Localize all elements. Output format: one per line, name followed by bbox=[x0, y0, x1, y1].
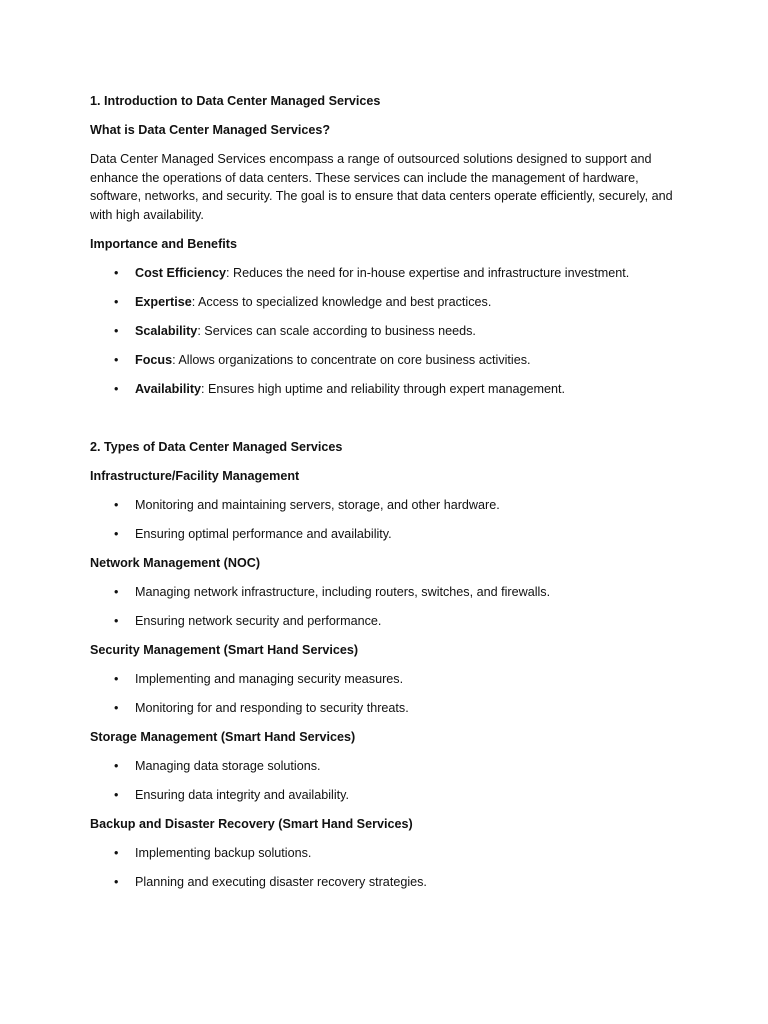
list-item bbox=[90, 757, 690, 776]
group-heading-network: Network Management (NOC) bbox=[90, 555, 261, 570]
security-list bbox=[90, 670, 690, 718]
bullet-icon: • bbox=[114, 584, 119, 599]
network-list bbox=[90, 583, 690, 631]
bullet-icon: • bbox=[114, 787, 119, 802]
benefit-term: Expertise bbox=[135, 294, 192, 309]
bullet-icon: • bbox=[114, 294, 119, 309]
list-item bbox=[90, 351, 690, 370]
list-item bbox=[90, 322, 690, 341]
list-item bbox=[90, 264, 690, 283]
bullet-icon: • bbox=[114, 352, 119, 367]
benefit-description: : Services can scale according to business needs. bbox=[197, 323, 476, 338]
importance-heading: Importance and Benefits bbox=[90, 236, 237, 251]
section-2-title: 2. Types of Data Center Managed Services bbox=[90, 439, 343, 454]
list-item-text: Implementing backup solutions. bbox=[135, 845, 312, 860]
list-item bbox=[90, 844, 690, 863]
benefits-list bbox=[90, 264, 690, 399]
section-1-title: 1. Introduction to Data Center Managed Services bbox=[90, 94, 381, 108]
benefit-term: Scalability bbox=[135, 323, 198, 338]
list-item-text: Implementing and managing security measures. bbox=[135, 671, 404, 686]
benefit-description: : Ensures high uptime and reliability through expert management. bbox=[201, 381, 566, 396]
what-is-paragraph: Data Center Managed Services encompass a range of outsourced solutions designed to support and enhance the operations of data centers. These services can include the management of hardware, software, networks, and security. The goal is to ensure that data centers operate efficiently, securely, and with high availability. bbox=[90, 152, 673, 222]
infrastructure-list bbox=[90, 496, 690, 544]
benefit-description: : Reduces the need for in-house expertise and infrastructure investment. bbox=[225, 265, 630, 280]
section-spacer bbox=[90, 409, 690, 438]
list-item bbox=[90, 496, 690, 515]
backup-list bbox=[90, 844, 690, 892]
list-item-text: Ensuring data integrity and availability. bbox=[135, 787, 349, 802]
group-heading-backup: Backup and Disaster Recovery (Smart Hand Services) bbox=[90, 816, 413, 831]
storage-list bbox=[90, 757, 690, 805]
benefit-description: : Access to specialized knowledge and best practices. bbox=[191, 294, 492, 309]
benefit-term: Cost Efficiency bbox=[135, 265, 226, 280]
list-item bbox=[90, 380, 690, 399]
bullet-icon: • bbox=[114, 265, 119, 280]
benefit-term: Focus bbox=[135, 352, 173, 367]
list-item bbox=[90, 525, 690, 544]
list-item-text: Managing network infrastructure, including routers, switches, and firewalls. bbox=[135, 584, 551, 599]
list-item bbox=[90, 699, 690, 718]
bullet-icon: • bbox=[114, 381, 119, 396]
bullet-icon: • bbox=[114, 845, 119, 860]
bullet-icon: • bbox=[114, 700, 119, 715]
group-heading-infrastructure: Infrastructure/Facility Management bbox=[90, 468, 300, 483]
list-item-text: Planning and executing disaster recovery strategies. bbox=[135, 874, 427, 889]
group-heading-security: Security Management (Smart Hand Services) bbox=[90, 642, 359, 657]
bullet-icon: • bbox=[114, 758, 119, 773]
list-item-text: Ensuring optimal performance and availability. bbox=[135, 526, 392, 541]
list-item-text: Monitoring and maintaining servers, storage, and other hardware. bbox=[135, 497, 500, 512]
list-item bbox=[90, 612, 690, 631]
bullet-icon: • bbox=[114, 613, 119, 628]
bullet-icon: • bbox=[114, 497, 119, 512]
bullet-icon: • bbox=[114, 526, 119, 541]
group-heading-storage: Storage Management (Smart Hand Services) bbox=[90, 729, 356, 744]
list-item-text: Managing data storage solutions. bbox=[135, 758, 321, 773]
list-item-text: Monitoring for and responding to security threats. bbox=[135, 700, 409, 715]
benefit-description: : Allows organizations to concentrate on core business activities. bbox=[172, 352, 531, 367]
document-page bbox=[90, 92, 690, 902]
list-item bbox=[90, 583, 690, 602]
bullet-icon: • bbox=[114, 874, 119, 889]
list-item bbox=[90, 786, 690, 805]
list-item-text: Ensuring network security and performance. bbox=[135, 613, 382, 628]
list-item bbox=[90, 293, 690, 312]
list-item bbox=[90, 670, 690, 689]
bullet-icon: • bbox=[114, 671, 119, 686]
list-item bbox=[90, 873, 690, 892]
benefit-term: Availability bbox=[135, 381, 202, 396]
what-is-heading: What is Data Center Managed Services? bbox=[90, 123, 331, 137]
bullet-icon: • bbox=[114, 323, 119, 338]
